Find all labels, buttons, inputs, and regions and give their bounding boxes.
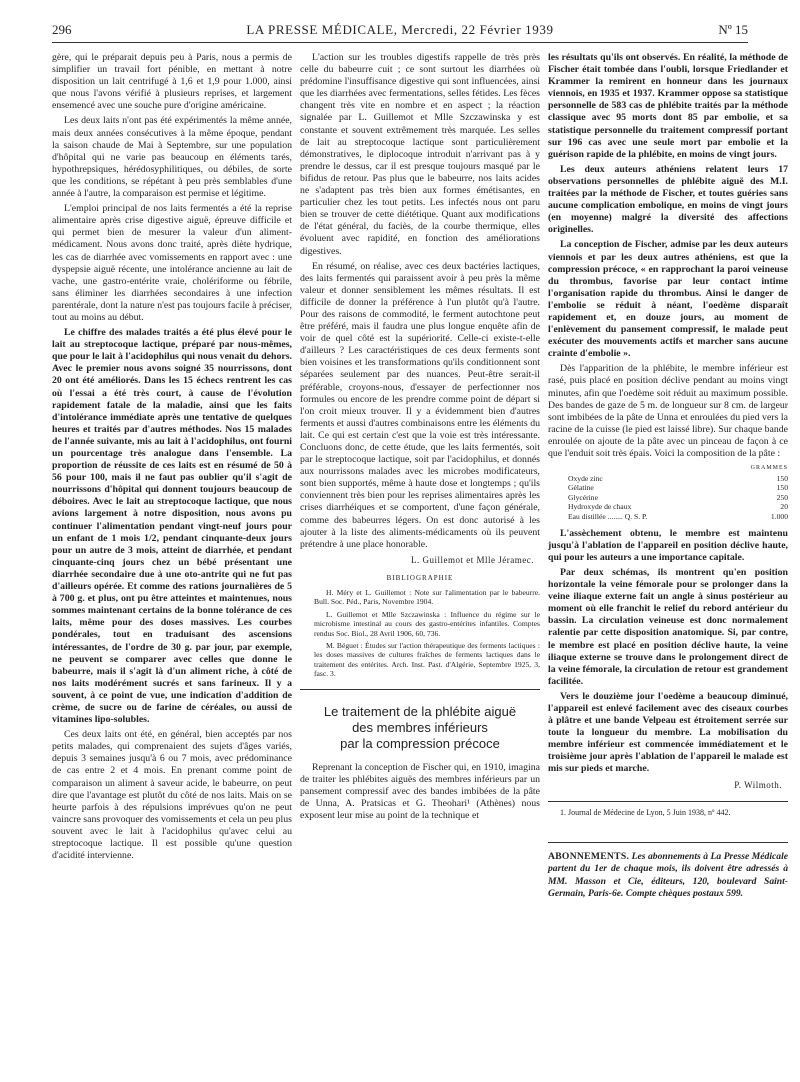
bibliography-entry: L. Guillemot et Mlle Szczawinska : Influence du régime sur le microbisme intestinal au cours des gastro-entérites infantiles. Comptes rendus Soc. Biol., 28 Avril 1906, 60, 736.	[314, 609, 540, 638]
paragraph: Par deux schémas, ils montrent qu'en position horizontale la veine fémorale pour se prolonger dans la veine iliaque externe fait un angle à sinus postérieur au moment où elle franchit le relief du rebord antérieur du bassin. La circulation veineuse est donc normalement ralentie par cette disposition anatomique. Si, par contre, le membre est placé en position déclive haute, la veine iliaque externe se trouve dans le prolongement direct de la veine fémorale, la circulation de retour est grandement facilitée.	[548, 566, 788, 687]
subscription-lead: ABONNEMENTS.	[548, 850, 630, 862]
paragraph: Dès l'apparition de la phlébite, le membre inférieur est rasé, puis placé en position déclive pendant au moins vingt minutes, afin que l'oedème soit réduit au maximum possible. Des bandes de gaze de 5 m. de longueur sur 8 cm. de largeur sont imbibées de la pâte de Unna et enroulées du pied vers la racine de la cuisse (le pied est laissé libre). Sur chaque bande enroulée on ajoute de la pâte avec un pinceau de façon à ce que l'enduit soit très épais. Voici la composition de la pâte :	[548, 363, 788, 459]
article-title-line: des membres inférieurs	[352, 719, 488, 735]
column-3	[548, 52, 788, 901]
issue-number: Nº 15	[718, 22, 748, 37]
paragraph: gère, qui le préparait depuis peu à Paris, nous a permis de simplifier un travail fort pénible, en mettant à notre disposition un lait centrifugé à 1,6 et 1,9 pour 1.000, ainsi que nous l'avons vérifié à plusieurs reprises, et largement ensemencé avec une souche pure d'origine américaine.	[52, 52, 292, 112]
paragraph: Les deux laits n'ont pas été expérimentés la même année, mais deux années consécutives à la même époque, pendant la saison chaude de Mai à Septembre, sur une population d'hôpital qui ne varie pas beaucoup en éléments tarés, hypothrepsiques, hérédosyphilitiques, ou débiles, de sorte que les conditions, se répétant à peu près semblables d'une année à l'autre, la comparaison est permise et légitime.	[52, 115, 292, 200]
paragraph: Ces deux laits ont été, en général, bien acceptés par nos petits malades, qui comprenaient des sujets d'âges variés, depuis 3 semaines jusqu'à 6 ou 7 mois, avec prédominance de cas entre 2 et 4 mois. En prenant comme point de comparaison un aliment à saveur acide, le babeurre, on peut dire que l'avantage est plutôt du côté de nos laits. Mais on se heurte parfois à des répulsions imprévues qu'on ne peut vaincre sans provoquer des vomissements et cela un peu plus souvent avec le lait à l'acidophilus qu'avec celui au streptocoque lactique. Il est possible qu'une question d'acidité intervienne.	[52, 729, 292, 862]
article-signature: P. Wilmoth.	[734, 779, 782, 790]
paste-composition	[568, 464, 788, 522]
column-1	[52, 52, 292, 865]
bibliography-entry: M. Béguet : Études sur l'action thérapeutique des ferments lactiques : les doses massives de cultures fraîches de ferments lactiques dans le traitement des entérites. Arch. Inst. Past. d'Algérie, Septembre 1925, 3, fasc. 3.	[314, 641, 540, 679]
formula-row: Oxyde zinc 150	[568, 473, 788, 483]
paragraph: les résultats qu'ils ont observés. En réalité, la méthode de Fischer était tombée dans l'oubli, lorsque Friedlander et Krammer la remirent en honneur dans les journaux viennois, en 1935 et 1937. Krammer oppose sa statistique personnelle de 583 cas de phlébite traités par la méthode classique avec 95 morts dont 85 par embolie, et sa statistique personnelle du traitement compressif portant sur 196 cas avec une seule mort par embolie et la guérison rapide de la phlébite, en moins de vingt jours.	[548, 52, 788, 160]
paragraph: L'emploi principal de nos laits fermentés a été la reprise alimentaire après crise digestive aiguë, épreuve difficile et qui permet bien de mesurer la valeur d'un aliment-médicament. Nous avons donc traité, après diète hydrique, les cas de diarrhée avec vomissements en rapport avec : une dyspepsie aiguë récente, une intolérance ancienne au lait de vache, une gastro-entérite vraie, cholériforme ou fébrile, sans éliminer les diarrhées secondaires à une infection parentérale, dont la nature n'est pas toujours facile à préciser, tout au moins au début.	[52, 203, 292, 323]
formula-header: GRAMMES	[750, 465, 788, 472]
paragraph: En résumé, on réalise, avec ces deux bactéries lactiques, des laits fermentés qui paraissent avoir à peu près la même valeur et donner sensiblement les mêmes résultats. Il est difficile de donner la préférence à l'un plutôt qu'à l'autre. Pour des raisons de commodité, le ferment autochtone peut être préféré, mais il faudra une plus longue enquête afin de voir de quel côté est la supériorité. Celle-ci existe-t-elle d'ailleurs ? Les caractéristiques de ces deux ferments sont bien voisines et les transformations qu'ils conditionnent sont séparées seulement par des nuances. Peut-être serait-il préférable, croyons-nous, d'essayer de perfectionner nos formules ou encore de les prendre comme point de départ si l'on croit mieux trouver. Il y a évidemment bien d'autres ferments et aussi d'autres combinaisons entre les éléments du lait. Ce qui est certain c'est que la voie est très intéressante. Concluons donc, de cette étude, que les laits fermentés, soit par le streptocoque lactique, soit par l'acidophilus, et donnés aux nourrissons malades avec les microbes modificateurs, sont bien supportés, même à haute dose et longtemps ; qu'ils conviennent très bien pour les reprises alimentaires après les crises diarrhéiques et se comportent, d'une façon générale, comme des babeurres légers. On est donc autorisé à les ajouter à la liste des aliments-médicaments où ils peuvent prétendre à une place honorable.	[300, 260, 540, 550]
paragraph: Le chiffre des malades traités a été plus élevé pour le lait au streptocoque lactique, préparé par nous-mêmes, que pour le lait à l'acidophilus qui nous venait du dehors. Avec le premier nous avons soigné 35 nourrissons, dont 20 ont été améliorés. Dans les 15 échecs rentrent les cas où l'essai a été très court, à cause de l'évolution rapidement fatale de la maladie, ainsi que les faits d'intolérance immédiate après une tentative de quelques heures et traités par d'autres méthodes. Nos 15 malades de l'année suivante, mis au lait à l'acidophilus, ont fourni un pourcentage très analogue dans l'ensemble. La proportion de réussite de ces laits est en résumé de 50 à 56 pour 100, mais il ne faut pas oublier qu'il s'agit de nourrissons d'hôpital qui donnent toujours beaucoup de déboires. Avec le lait au streptocoque lactique, que nous avions largement à notre disposition, nous avons pu continuer l'alimentation pendant vingt-neuf jours pour un enfant de 1 mois 1/2, pendant cinquante-deux jours pour un autre de 3 mois, atteint de diarrhée, et pendant cinquante-cinq jours chez un bébé présentant une diarrhée secondaire due à une oto-antrite qui ne fut pas d'ailleurs opérée. Et comme des rations journalières de 5 à 700 g. et plus, ont pu être atteintes et maintenues, nous sommes maintenant certains de la bonne tolérance de ces laits, même pour des doses massives. Les courbes pondérales, tout en traduisant des ascensions intéressantes, de l'ordre de 30 g. par jour, par exemple, ne peuvent se comparer avec celles que donne le babeurre, mais il s'agit là d'un aliment riche, à côté de nos laits modérément sucrés et sans farineux. Il y a souvent, à ce point de vue, une indication d'addition de crème, de sucre ou de farine de céréales, ou aussi de vitamines lipo-solubles.	[52, 327, 292, 726]
article-title-line: Le traitement de la phlébite aiguë	[323, 703, 517, 719]
bibliography-entry: H. Méry et L. Guillemot : Note sur l'alimentation par le babeurre. Bull. Soc. Péd., Paris, Novembre 1904.	[314, 588, 540, 607]
article-signature: L. Guillemot et Mlle Jéramec.	[411, 554, 534, 565]
formula-row: Hydroxyde de chaux 20	[568, 502, 788, 512]
footnote	[548, 801, 788, 818]
formula-row: Gélatine 150	[568, 483, 788, 493]
paragraph: Reprenant la conception de Fischer qui, en 1910, imagina de traiter les phlébites aiguës des membres inférieurs par un pansement compressif avec des bandes imbibées de la pâte de Unna, A. Pratsicas et G. Theohari¹ (Athènes) nous exposent leur mise au point de la technique et	[300, 761, 540, 822]
paragraph: Les deux auteurs athéniens relatent leurs 17 observations personnelles de phlébite aiguë des M.I. traitées par la méthode de Fischer, et toutes guéries sans aucune complication embolique, en moins de vingt jours (en moyenne) malgré la diversité des affections originelles.	[548, 163, 788, 236]
paragraph: Vers le douzième jour l'oedème a beaucoup diminué, l'appareil est enlevé facilement avec des ciseaux courbes à plâtre et une bande Velpeau est étroitement serrée sur toute la longueur du membre. La mobilisation du membre inférieur est commencée immédiatement et le troisième jour après l'ablation de l'appareil le malade est mis sur pieds et marche.	[548, 690, 788, 775]
paragraph: L'action sur les troubles digestifs rappelle de très près celle du babeurre cuit ; ce sont surtout les diarrhées où prédomine l'insuffisance digestive qui sont influencées, ainsi que les diarrhées avec fermentations, selles fétides. Les fèces changent très vite en nombre et en aspect ; la réaction signalée par L. Guillemot et Mlle Szczawinska y est constante et souvent extrêmement très marquée. Les selles de lait au streptocoque lactique sont particulièrement démonstratives, le diplocoque introduit n'arrivant pas à y prendre le dessus, car il est presque toujours masqué par le bifidus de retour. Pas plus que le babeurre, nos laits acides ne s'adaptent pas très bien aux formes émétisantes, en particulier chez les tout petits. Les infectés nous ont paru bien se trouver de cette diététique. Quant aux modifications de l'état général, du faciès, de la courbe thermique, elles évoluent avec rapidité, en fonction des améliorations digestives.	[300, 52, 540, 257]
footnote-text: 1. Journal de Médecine de Lyon, 5 Juin 1938, nº 442.	[560, 807, 731, 817]
subscription-notice	[548, 842, 788, 901]
article-title-line: par la compression précoce	[340, 735, 500, 751]
formula-row: Glycérine 250	[568, 492, 788, 502]
paragraph: La conception de Fischer, admise par les deux auteurs viennois et par les deux autres athéniens, est que la compression précoce, « en rapprochant la paroi veineuse du thrombus, favorise par leur contact intime l'organisation rapide du thrombus. Ainsi le danger de l'embolie se réduit à néant, l'oedème disparaît rapidement et, en douze jours, au moment de l'enlèvement du pansement compressif, le malade peut exécuter des mouvements actifs et marcher sans aucune crainte d'embolie ».	[548, 239, 788, 360]
article-title	[300, 689, 540, 752]
page-number: 296	[52, 22, 72, 37]
subscription-text: Les abonnements à La Presse Médicale partent du 1er de chaque mois, ils doivent être adressés à MM. Masson et Cie, éditeurs, 120, boulevard Saint-Germain, Paris-6e. Compte chèques postaux 599.	[548, 850, 788, 900]
bibliography-heading: BIBLIOGRAPHIE	[386, 573, 454, 582]
paragraph: L'assèchement obtenu, le membre est maintenu jusqu'à l'ablation de l'appareil en position déclive haute, qui pour les auteurs a une importance capitale.	[548, 527, 788, 563]
page-header	[52, 22, 748, 42]
formula-row: Eau distillée ........ Q. S. P. 1.000	[568, 512, 788, 522]
column-2	[300, 52, 540, 825]
journal-title: LA PRESSE MÉDICALE, Mercredi, 22 Février 1939	[246, 22, 554, 37]
header-rule	[52, 42, 748, 43]
